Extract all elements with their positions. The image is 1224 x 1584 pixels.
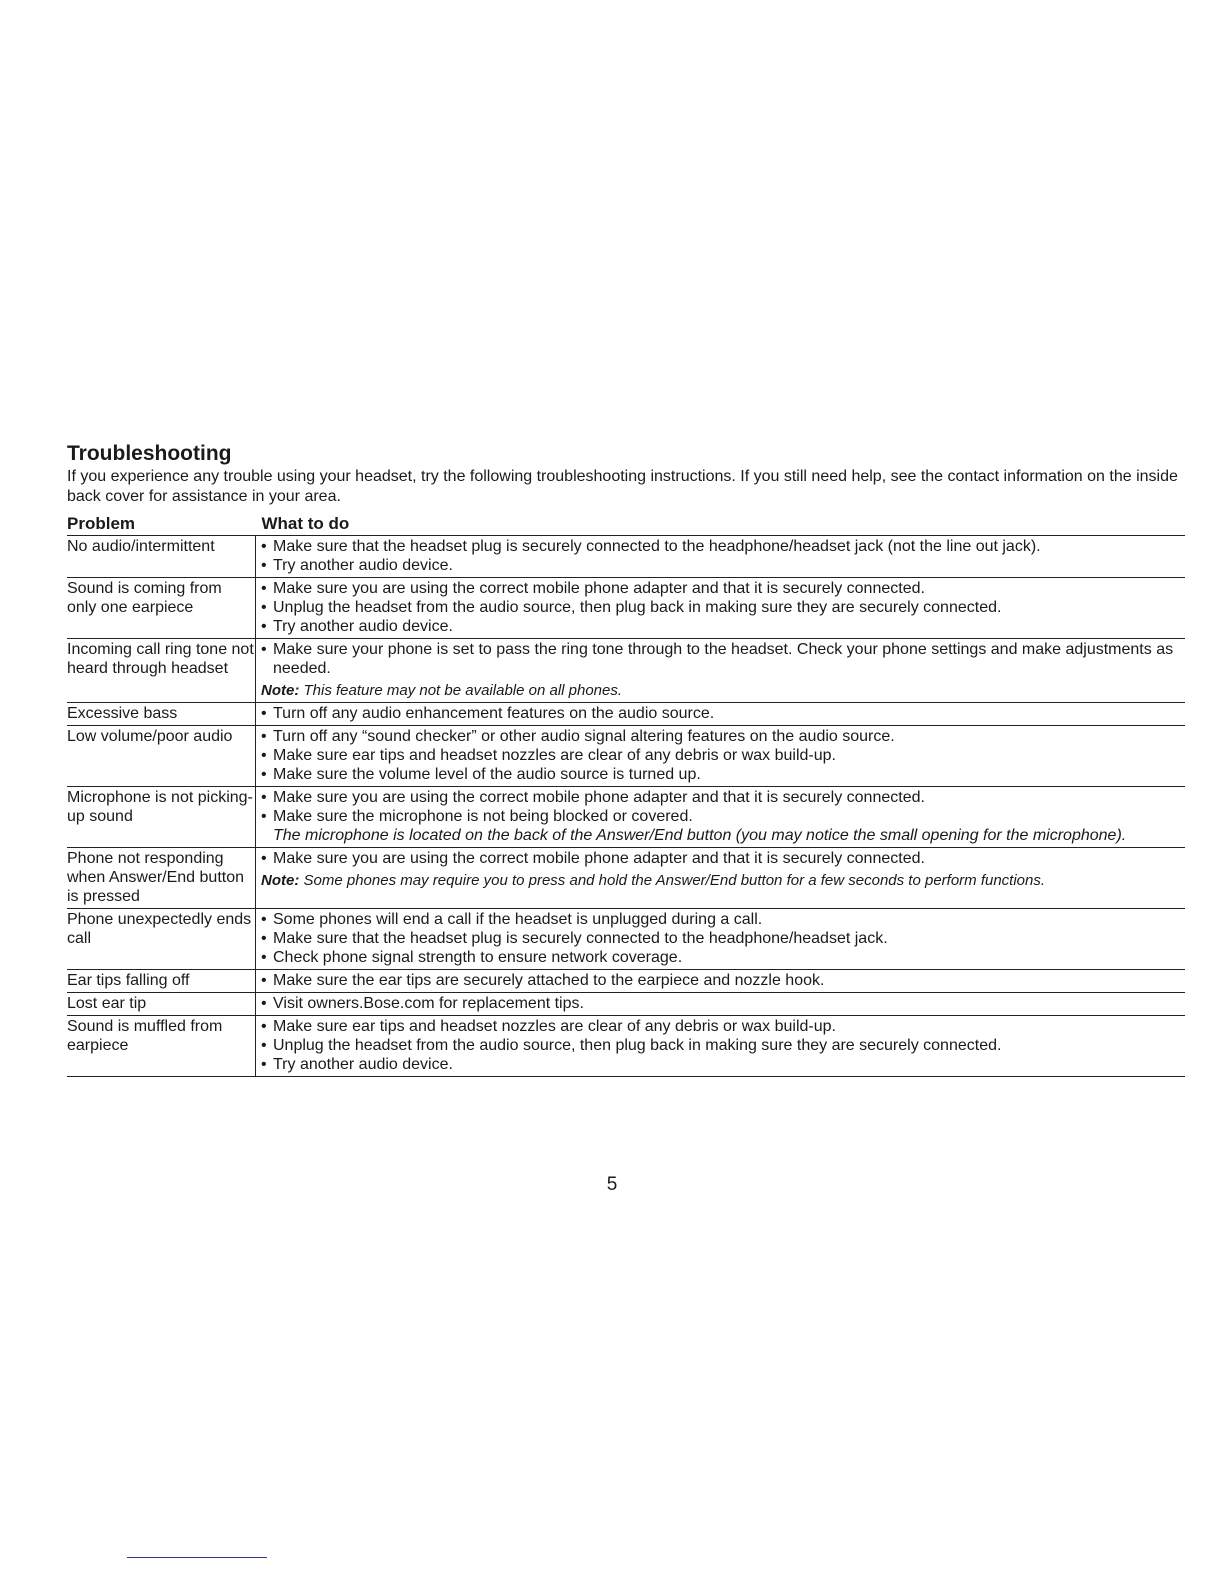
bullet-icon: •	[261, 728, 267, 745]
bullet-icon: •	[261, 789, 267, 806]
what-to-do-cell	[256, 703, 1186, 726]
problem-cell: Incoming call ring tone not heard through headset	[67, 639, 256, 703]
what-to-do-cell	[256, 726, 1186, 787]
bullet-icon: •	[261, 1056, 267, 1073]
instruction-line	[261, 746, 1185, 765]
header-what-to-do: What to do	[256, 514, 1186, 536]
instruction-line	[261, 994, 1185, 1013]
instruction-line	[261, 537, 1185, 556]
instruction-text: Visit owners.Bose.com for replacement tips.	[273, 995, 584, 1012]
bullet-icon: •	[261, 1037, 267, 1054]
instruction-text: Check phone signal strength to ensure network coverage.	[273, 949, 683, 966]
header-problem: Problem	[67, 514, 256, 536]
problem-cell: Lost ear tip	[67, 993, 256, 1016]
instruction-text: Make sure you are using the correct mobile phone adapter and that it is securely connected.	[273, 850, 925, 867]
instruction-line	[261, 1017, 1185, 1036]
bullet-icon: •	[261, 911, 267, 928]
what-to-do-cell	[256, 848, 1186, 909]
note	[261, 681, 1185, 700]
table-row	[67, 848, 1185, 909]
instruction-text: Try another audio device.	[273, 557, 453, 574]
instruction-text: Turn off any audio enhancement features on the audio source.	[273, 705, 715, 722]
table-row	[67, 726, 1185, 787]
bullet-icon: •	[261, 557, 267, 574]
instruction-text: Make sure the volume level of the audio source is turned up.	[273, 766, 701, 783]
instruction-text: Unplug the headset from the audio source, then plug back in making sure they are securely connected.	[273, 599, 1002, 616]
italic-remark: The microphone is located on the back of the Answer/End button (you may notice the small opening for the microphone).	[273, 827, 1127, 844]
note-text: Some phones may require you to press and hold the Answer/End button for a few seconds to perform functions.	[303, 872, 1046, 889]
table-row	[67, 578, 1185, 639]
table-row	[67, 970, 1185, 993]
instruction-text: Make sure the ear tips are securely attached to the earpiece and nozzle hook.	[273, 972, 825, 989]
bullet-icon: •	[261, 1018, 267, 1035]
table-row	[67, 639, 1185, 703]
instruction-text: Try another audio device.	[273, 1056, 453, 1073]
note-label: Note:	[261, 682, 300, 699]
bullet-icon: •	[261, 850, 267, 867]
bullet-icon: •	[261, 618, 267, 635]
bullet-icon: •	[261, 538, 267, 555]
instruction-line	[261, 910, 1185, 929]
page-number: 5	[606, 1174, 618, 1195]
instruction-line	[261, 765, 1185, 784]
instruction-text: Make sure ear tips and headset nozzles are clear of any debris or wax build-up.	[273, 747, 836, 764]
bullet-icon: •	[261, 995, 267, 1012]
bullet-icon: •	[261, 808, 267, 825]
instruction-text: Unplug the headset from the audio source, then plug back in making sure they are securely connected.	[273, 1037, 1002, 1054]
table-row	[67, 536, 1185, 578]
instruction-line	[261, 849, 1185, 868]
instruction-line	[261, 640, 1185, 678]
intro-paragraph: If you experience any trouble using your headset, try the following troubleshooting instructions. If you still need help, see the contact information on the inside back cover for assistance in your area.	[67, 468, 1178, 505]
instruction-line	[261, 579, 1185, 598]
note-label: Note:	[261, 872, 300, 889]
bullet-icon: •	[261, 949, 267, 966]
bullet-icon: •	[261, 972, 267, 989]
what-to-do-cell	[256, 639, 1186, 703]
footer-rule	[127, 1557, 267, 1558]
instruction-line	[261, 1055, 1185, 1074]
what-to-do-cell	[256, 1016, 1186, 1077]
instruction-line	[261, 971, 1185, 990]
instruction-text: Make sure you are using the correct mobile phone adapter and that it is securely connected.	[273, 580, 925, 597]
instruction-text: Make sure the microphone is not being blocked or covered.	[273, 808, 693, 825]
troubleshooting-table	[67, 514, 1185, 1077]
bullet-icon: •	[261, 705, 267, 722]
instruction-text: Try another audio device.	[273, 618, 453, 635]
instruction-line	[261, 807, 1185, 826]
what-to-do-cell	[256, 970, 1186, 993]
problem-cell: Excessive bass	[67, 703, 256, 726]
what-to-do-cell	[256, 909, 1186, 970]
instruction-line	[261, 1036, 1185, 1055]
bullet-icon: •	[261, 599, 267, 616]
instruction-line	[261, 556, 1185, 575]
what-to-do-cell	[256, 993, 1186, 1016]
table-row	[67, 909, 1185, 970]
bullet-icon: •	[261, 641, 267, 658]
instruction-text: Make sure you are using the correct mobile phone adapter and that it is securely connected.	[273, 789, 925, 806]
troubleshooting-section	[67, 441, 1185, 1077]
problem-cell: No audio/intermittent	[67, 536, 256, 578]
table-header-row	[67, 514, 1185, 536]
problem-cell: Sound is coming from only one earpiece	[67, 578, 256, 639]
instruction-text: Make sure that the headset plug is securely connected to the headphone/headset jack.	[273, 930, 888, 947]
instruction-line	[261, 617, 1185, 636]
table-row	[67, 703, 1185, 726]
problem-cell: Sound is muffled from earpiece	[67, 1016, 256, 1077]
bullet-icon: •	[261, 580, 267, 597]
instruction-line	[261, 727, 1185, 746]
instruction-line	[261, 704, 1185, 723]
instruction-line	[261, 788, 1185, 807]
note-text: This feature may not be available on all phones.	[303, 682, 623, 699]
note	[261, 871, 1185, 890]
bullet-icon: •	[261, 747, 267, 764]
table-row	[67, 787, 1185, 848]
table-row	[67, 1016, 1185, 1077]
what-to-do-cell	[256, 536, 1186, 578]
what-to-do-cell	[256, 578, 1186, 639]
instruction-text: Make sure that the headset plug is securely connected to the headphone/headset jack (not the line out jack).	[273, 538, 1041, 555]
problem-cell: Phone unexpectedly ends call	[67, 909, 256, 970]
table-row	[67, 993, 1185, 1016]
instruction-text: Make sure ear tips and headset nozzles are clear of any debris or wax build-up.	[273, 1018, 836, 1035]
problem-cell: Phone not responding when Answer/End button is pressed	[67, 848, 256, 909]
instruction-line	[261, 929, 1185, 948]
instruction-text: Turn off any “sound checker” or other audio signal altering features on the audio source.	[273, 728, 895, 745]
instruction-text: Some phones will end a call if the headset is unplugged during a call.	[273, 911, 763, 928]
instruction-line	[261, 598, 1185, 617]
bullet-icon: •	[261, 766, 267, 783]
problem-cell: Ear tips falling off	[67, 970, 256, 993]
problem-cell: Microphone is not picking-up sound	[67, 787, 256, 848]
page-title: Troubleshooting	[67, 442, 232, 465]
bullet-icon: •	[261, 930, 267, 947]
problem-cell: Low volume/poor audio	[67, 726, 256, 787]
table-body	[67, 536, 1185, 1077]
what-to-do-cell	[256, 787, 1186, 848]
instruction-text: Make sure your phone is set to pass the ring tone through to the headset. Check your phone settings and make adjustments as needed.	[273, 641, 1174, 677]
instruction-line	[261, 948, 1185, 967]
